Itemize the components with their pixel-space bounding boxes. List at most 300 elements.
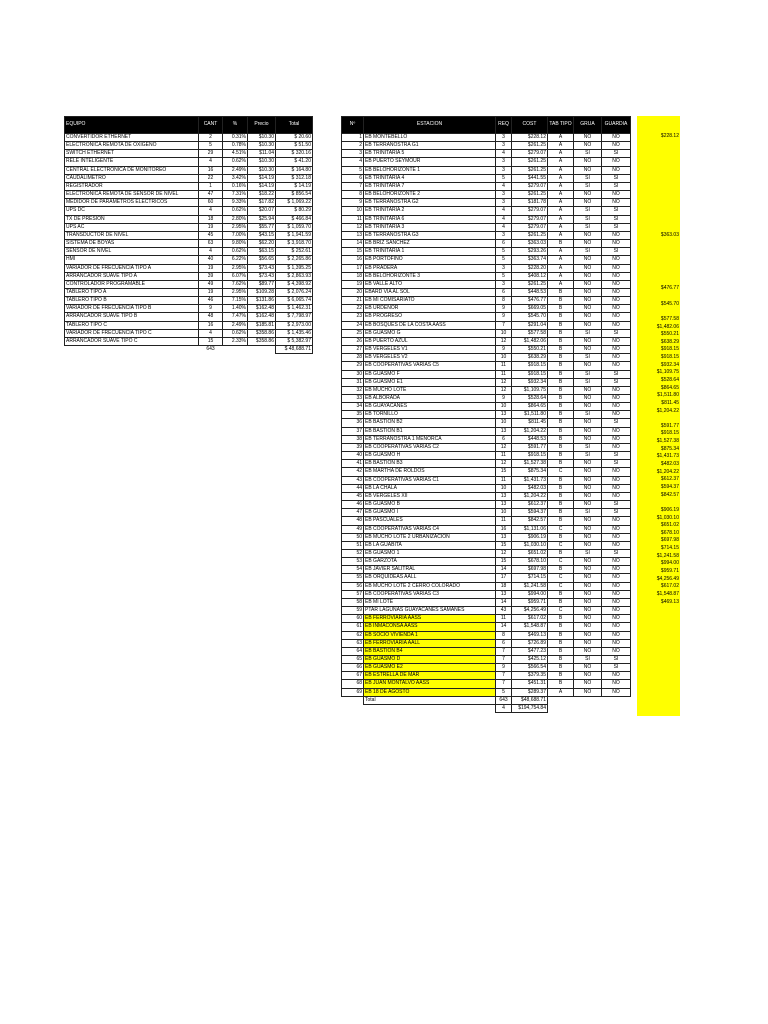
table-row <box>342 354 631 362</box>
table-cell: EB PORTOFINO <box>364 256 496 264</box>
table-cell: NO <box>574 558 602 566</box>
table-cell: 12 <box>496 378 512 386</box>
table-cell: 12 <box>342 223 364 231</box>
table-cell: 68 <box>342 680 364 688</box>
table-cell: 6 <box>496 639 512 647</box>
table-cell: TABLERO TIPO B <box>65 297 199 305</box>
table-cell: 11 <box>496 615 512 623</box>
table-cell: NO <box>574 142 602 150</box>
table-cell: SI <box>574 150 602 158</box>
table-cell: $379.35 <box>512 672 548 680</box>
table-row <box>342 541 631 549</box>
table-row <box>342 403 631 411</box>
table-cell: SI <box>602 223 631 231</box>
table-cell: SI <box>574 656 602 664</box>
highlight-value: $906.19 <box>660 506 679 513</box>
table-cell: $14.19 <box>248 182 276 190</box>
highlight-value: $545.70 <box>660 300 679 307</box>
table-cell: SI <box>602 248 631 256</box>
table-cell: $ 2,863.93 <box>276 272 313 280</box>
table-cell: 61 <box>342 623 364 631</box>
table-cell: $10.30 <box>248 134 276 142</box>
table-cell: $162.48 <box>248 305 276 313</box>
table-row <box>65 231 313 239</box>
table-cell: 44 <box>342 484 364 492</box>
table-cell: VARIADOR DE FRECUENCIA TIPO B <box>65 305 199 313</box>
table-cell: $678.10 <box>512 558 548 566</box>
table-cell: $ 1,941.59 <box>276 231 313 239</box>
table-cell: $528.64 <box>512 395 548 403</box>
table-row <box>65 142 313 150</box>
extra-req: 4 <box>496 704 512 712</box>
highlight-value: $1,241.58 <box>656 552 679 559</box>
highlight-value <box>637 270 680 278</box>
table-cell: 9 <box>199 305 223 313</box>
table-cell: NO <box>574 607 602 615</box>
table-cell: 11 <box>496 370 512 378</box>
table-cell: $ 6,065.74 <box>276 297 313 305</box>
table-cell: B <box>548 305 574 313</box>
table-cell: 4 <box>199 248 223 256</box>
table-cell: 56 <box>342 582 364 590</box>
table-cell: EB SOCIO VIVIENDA 1 <box>364 631 496 639</box>
table-cell: NO <box>574 525 602 533</box>
table-cell: $1,204.22 <box>512 492 548 500</box>
table-cell: NO <box>574 623 602 631</box>
highlight-value: $1,482.06 <box>656 323 679 330</box>
table-cell: TABLERO TIPO C <box>65 321 199 329</box>
table-cell: EB LA CHALA <box>364 484 496 492</box>
table-cell: SI <box>602 370 631 378</box>
table-cell: SI <box>602 182 631 190</box>
table-cell: A <box>548 280 574 288</box>
table-cell: $289.37 <box>512 688 548 696</box>
table-cell: EB TERRANOSTRA G2 <box>364 199 496 207</box>
equipment-header-row <box>65 117 313 134</box>
table-cell: SI <box>602 207 631 215</box>
table-cell: B <box>548 362 574 370</box>
table-cell: 3 <box>496 166 512 174</box>
table-cell: 38 <box>342 435 364 443</box>
table-row <box>342 460 631 468</box>
highlight-value: $864.65 <box>660 384 679 391</box>
table-cell: 69 <box>342 688 364 696</box>
table-cell: EB GUASMO D <box>364 656 496 664</box>
table-row <box>65 264 313 272</box>
equipment-table <box>64 116 313 354</box>
table-cell: A <box>548 256 574 264</box>
table-cell: B <box>548 354 574 362</box>
table-cell: 16 <box>496 525 512 533</box>
table-cell: $959.71 <box>512 598 548 606</box>
table-cell: 9 <box>496 305 512 313</box>
table-row <box>342 329 631 337</box>
table-cell: NO <box>574 574 602 582</box>
table-cell: B <box>548 533 574 541</box>
table-cell: 32 <box>342 386 364 394</box>
table-cell: EB PUERTO AZUL <box>364 337 496 345</box>
table-cell: NO <box>574 427 602 435</box>
table-cell: $10.30 <box>248 142 276 150</box>
table-cell: NO <box>602 354 631 362</box>
table-cell: 12 <box>496 386 512 394</box>
header-tab-tipo: TAB TIPO <box>548 117 574 134</box>
table-cell: 1 <box>342 134 364 142</box>
highlight-value: $932.34 <box>660 361 679 368</box>
table-cell: $279.07 <box>512 150 548 158</box>
table-cell: $20.07 <box>248 207 276 215</box>
table-cell: 3 <box>496 264 512 272</box>
table-cell: TRANSDUCTOR DE NIVEL <box>65 231 199 239</box>
total-row <box>65 346 313 354</box>
table-cell: 16 <box>199 166 223 174</box>
table-cell: NO <box>602 313 631 321</box>
table-cell: 40 <box>199 256 223 264</box>
highlight-value <box>637 308 680 316</box>
table-cell: 16 <box>199 321 223 329</box>
table-cell: $ 466.84 <box>276 215 313 223</box>
table-cell: 0.62% <box>223 248 248 256</box>
table-cell: B <box>548 549 574 557</box>
table-cell: 10 <box>496 509 512 517</box>
table-cell: $425.12 <box>512 656 548 664</box>
total-req: 643 <box>496 696 512 704</box>
table-cell: 10 <box>496 484 512 492</box>
table-cell: $185.81 <box>248 321 276 329</box>
table-cell: 47 <box>199 191 223 199</box>
table-cell: 45 <box>199 231 223 239</box>
table-cell: CONVERTIDOR ETHERNET <box>65 134 199 142</box>
table-cell: 6 <box>496 288 512 296</box>
table-cell: 49 <box>342 525 364 533</box>
table-cell: 5 <box>199 142 223 150</box>
table-row <box>342 166 631 174</box>
table-row <box>65 215 313 223</box>
table-cell: 4 <box>199 158 223 166</box>
highlight-value: $1,109.75 <box>656 369 679 376</box>
table-cell: 45 <box>342 492 364 500</box>
table-cell: NO <box>574 158 602 166</box>
table-cell: 21 <box>342 297 364 305</box>
table-cell: 19 <box>199 223 223 231</box>
table-cell: $14.19 <box>248 174 276 182</box>
table-row <box>342 590 631 598</box>
table-cell: SENSOR DE NIVEL <box>65 248 199 256</box>
table-cell: 5 <box>496 174 512 182</box>
table-cell: $864.65 <box>512 403 548 411</box>
table-cell: SI <box>574 207 602 215</box>
header-grua: GRUA <box>574 117 602 134</box>
highlight-value <box>637 186 680 194</box>
table-row <box>342 386 631 394</box>
table-cell: 17 <box>342 264 364 272</box>
table-row <box>342 272 631 280</box>
table-row <box>342 321 631 329</box>
table-cell: 3 <box>496 199 512 207</box>
table-cell: B <box>548 631 574 639</box>
table-cell: 12 <box>496 460 512 468</box>
table-cell: B <box>548 370 574 378</box>
table-cell: 15 <box>199 337 223 345</box>
table-cell: SI <box>602 329 631 337</box>
table-cell: $181.78 <box>512 199 548 207</box>
table-cell: NO <box>602 631 631 639</box>
table-cell: ARRANCADOR SUAVE TIPO A <box>65 272 199 280</box>
table-cell: 12 <box>496 337 512 345</box>
table-row <box>65 329 313 337</box>
table-cell: 39 <box>199 272 223 280</box>
table-cell: NO <box>602 525 631 533</box>
table-cell: SI <box>602 549 631 557</box>
table-cell: EB VALLE ALTO <box>364 280 496 288</box>
table-cell: B <box>548 590 574 598</box>
table-cell: EB GUAYACANES <box>364 403 496 411</box>
extra-total-row <box>342 704 631 712</box>
table-cell: 42 <box>342 468 364 476</box>
table-cell: 6.07% <box>223 272 248 280</box>
table-cell: NO <box>574 476 602 484</box>
highlight-value: $994.00 <box>660 560 679 567</box>
table-cell: $714.15 <box>512 574 548 582</box>
table-cell: 9 <box>342 199 364 207</box>
table-cell: EB INMACONSA AASS <box>364 623 496 631</box>
table-cell: EB PASCUALES <box>364 517 496 525</box>
table-cell: PTAR LAGUNAS GUAYACANES SAMANES <box>364 607 496 615</box>
table-cell: 64 <box>342 647 364 655</box>
table-cell: NO <box>602 305 631 313</box>
table-cell: EB TRINITARIA 6 <box>364 215 496 223</box>
table-cell: NO <box>574 403 602 411</box>
table-cell: 33 <box>342 395 364 403</box>
table-cell: 2.49% <box>223 321 248 329</box>
table-cell: B <box>548 509 574 517</box>
table-cell: $566.54 <box>512 664 548 672</box>
table-cell: 0.62% <box>223 158 248 166</box>
table-cell: $279.07 <box>512 215 548 223</box>
table-cell: $358.86 <box>248 329 276 337</box>
table-cell: $261.25 <box>512 166 548 174</box>
table-cell: 63 <box>342 639 364 647</box>
table-cell: 13 <box>496 533 512 541</box>
table-cell: 43 <box>342 476 364 484</box>
table-cell: $162.48 <box>248 313 276 321</box>
table-cell: 50 <box>342 533 364 541</box>
table-cell: NO <box>602 158 631 166</box>
table-cell: 46 <box>199 297 223 305</box>
table-cell: 29 <box>342 362 364 370</box>
table-cell: B <box>548 639 574 647</box>
table-row <box>65 134 313 142</box>
table-cell: $1,030.10 <box>512 541 548 549</box>
table-cell: 46 <box>342 501 364 509</box>
table-cell: $228.12 <box>512 134 548 142</box>
table-cell: SWITCH ETHERNET <box>65 150 199 158</box>
table-cell: A <box>548 182 574 190</box>
table-cell: 18 <box>342 272 364 280</box>
table-cell: 40 <box>342 452 364 460</box>
table-cell: 5 <box>496 272 512 280</box>
table-row <box>342 574 631 582</box>
table-cell: $ 80.29 <box>276 207 313 215</box>
table-cell: EB ESTRELLA DE MAR <box>364 672 496 680</box>
table-cell: B <box>548 460 574 468</box>
table-cell: SI <box>602 460 631 468</box>
table-cell: B <box>548 656 574 664</box>
table-cell: 4 <box>496 223 512 231</box>
table-cell: 11 <box>496 452 512 460</box>
table-cell: $279.07 <box>512 182 548 190</box>
highlight-value: $594.37 <box>660 483 679 490</box>
table-cell: 3 <box>496 134 512 142</box>
table-row <box>342 264 631 272</box>
table-cell: EB PRADERA <box>364 264 496 272</box>
highlight-header-spacer <box>637 116 680 133</box>
table-cell: 30 <box>342 370 364 378</box>
table-cell: $594.37 <box>512 509 548 517</box>
table-cell: NO <box>574 533 602 541</box>
table-cell: 1 <box>199 182 223 190</box>
table-cell: EB COOPERATIVAS VARIAS C3 <box>364 590 496 598</box>
table-cell: B <box>548 435 574 443</box>
table-cell: $ 1,069.22 <box>276 199 313 207</box>
table-cell: 22 <box>199 174 223 182</box>
table-cell: 26 <box>342 337 364 345</box>
table-cell: 6 <box>342 174 364 182</box>
table-cell: EB BELOHORIZONTE 2 <box>364 191 496 199</box>
table-row <box>65 166 313 174</box>
table-cell: 55 <box>342 574 364 582</box>
header-guardia: GUARDIA <box>602 117 631 134</box>
table-cell: B <box>548 443 574 451</box>
table-cell: SI <box>602 378 631 386</box>
table-cell: 15 <box>496 558 512 566</box>
table-cell: 5 <box>496 248 512 256</box>
highlight-value: $875.34 <box>660 445 679 452</box>
table-cell: C <box>548 582 574 590</box>
highlight-value: $959.71 <box>660 568 679 575</box>
table-row <box>342 558 631 566</box>
table-row <box>342 256 631 264</box>
table-cell: NO <box>574 231 602 239</box>
table-cell: EB FERROVIARIA AASS <box>364 615 496 623</box>
table-cell: NO <box>602 484 631 492</box>
table-cell: B <box>548 395 574 403</box>
table-row <box>342 362 631 370</box>
header-cost: COST <box>512 117 548 134</box>
table-cell: EB VERGELES V1 <box>364 346 496 354</box>
table-cell: $293.26 <box>512 248 548 256</box>
table-cell: NO <box>574 386 602 394</box>
table-cell: EB ALBORADA <box>364 395 496 403</box>
table-cell: 63 <box>199 240 223 248</box>
table-row <box>342 280 631 288</box>
table-cell: NO <box>574 305 602 313</box>
table-cell: NO <box>574 664 602 672</box>
table-cell: $73.43 <box>248 264 276 272</box>
total-cant: 643 <box>206 346 215 353</box>
table-cell: 35 <box>342 411 364 419</box>
highlight-value: $714.15 <box>660 545 679 552</box>
table-cell: $697.98 <box>512 566 548 574</box>
table-cell: A <box>548 142 574 150</box>
table-cell: NO <box>602 256 631 264</box>
table-cell: $ 856.54 <box>276 191 313 199</box>
table-cell: $11.04 <box>248 150 276 158</box>
table-cell: EB MARTHA DE ROLDOS <box>364 468 496 476</box>
table-cell: 4 <box>496 215 512 223</box>
header-req: REQ <box>496 117 512 134</box>
table-cell: SI <box>574 509 602 517</box>
table-cell: EB GUASMO G <box>364 329 496 337</box>
table-cell: 13 <box>496 427 512 435</box>
table-cell: NO <box>602 280 631 288</box>
table-row <box>65 248 313 256</box>
table-row <box>342 248 631 256</box>
table-cell: NO <box>574 264 602 272</box>
highlight-value <box>637 224 680 232</box>
table-cell: 3 <box>496 191 512 199</box>
table-cell: C <box>548 607 574 615</box>
table-row <box>342 607 631 615</box>
table-cell: 12 <box>496 443 512 451</box>
table-cell: $10.30 <box>248 166 276 174</box>
table-cell: EB COOPERATIVAS VARIAS C1 <box>364 476 496 484</box>
table-cell: $363.03 <box>512 240 548 248</box>
header-precio: Precio <box>248 117 276 134</box>
table-cell: 14 <box>496 566 512 574</box>
table-cell: TABLERO TIPO A <box>65 288 199 296</box>
table-row <box>65 240 313 248</box>
table-cell: $ 41.20 <box>276 158 313 166</box>
table-cell: 9 <box>496 664 512 672</box>
table-cell: NO <box>574 590 602 598</box>
table-cell: NO <box>602 264 631 272</box>
table-cell: $1,527.38 <box>512 460 548 468</box>
table-cell: NO <box>602 566 631 574</box>
table-row <box>65 150 313 158</box>
table-row <box>65 223 313 231</box>
table-cell: $ 1,395.25 <box>276 264 313 272</box>
table-cell: NO <box>574 435 602 443</box>
highlight-value: $651.02 <box>660 522 679 529</box>
table-cell: 41 <box>342 460 364 468</box>
table-cell: EB BOSQUES DE LA COSTA AASS <box>364 321 496 329</box>
table-cell: $ 312.18 <box>276 174 313 182</box>
table-cell: $56.65 <box>248 256 276 264</box>
table-cell: 11 <box>496 362 512 370</box>
table-cell: 43 <box>496 607 512 615</box>
table-cell: 9.80% <box>223 240 248 248</box>
highlight-value <box>637 209 680 217</box>
table-cell: 25 <box>342 329 364 337</box>
highlight-value: $617.02 <box>660 583 679 590</box>
table-cell: EB TRINITARIA 2 <box>364 207 496 215</box>
highlight-value: $612.37 <box>660 476 679 483</box>
table-cell: NO <box>602 142 631 150</box>
highlight-value <box>637 262 680 270</box>
table-cell: $55.77 <box>248 223 276 231</box>
table-cell: $261.25 <box>512 231 548 239</box>
table-cell: $73.43 <box>248 272 276 280</box>
table-cell: A <box>548 158 574 166</box>
table-cell: $ 14.19 <box>276 182 313 190</box>
table-cell: 13 <box>496 411 512 419</box>
table-cell: 13 <box>342 231 364 239</box>
table-cell: $261.25 <box>512 280 548 288</box>
table-cell: $228.20 <box>512 264 548 272</box>
table-cell: A <box>548 215 574 223</box>
table-cell: 4 <box>496 207 512 215</box>
